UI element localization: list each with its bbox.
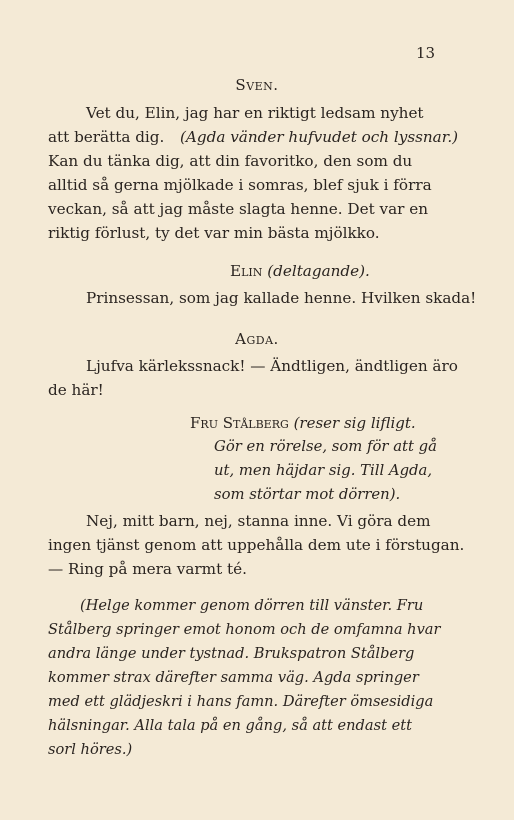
speaker-elin (230, 262, 370, 280)
page-number: 13 (416, 44, 436, 62)
speaker-fru-stalberg (190, 414, 416, 432)
stage-block-line: Stålberg springer emot honom och de omfamna hvar (48, 621, 441, 638)
dialogue-line: Vet du, Elin, jag har en riktigt ledsam nyhet (86, 104, 424, 122)
dialogue-line: Prinsessan, som jag kallade henne. Hvilken skada! (86, 289, 477, 307)
dialogue-line: alltid så gerna mjölkade i somras, blef sjuk i förra (48, 176, 432, 194)
stage-block-line: kommer strax därefter samma väg. Agda springer (48, 669, 419, 686)
stage-block-line: med ett glädjeskri i hans famn. Därefter ömsesidiga (48, 693, 434, 710)
dialogue-line: riktig förlust, ty det var min bästa mjölkko. (48, 224, 380, 242)
stage-direction: Gör en rörelse, som för att gå (214, 438, 437, 455)
stage-block-line: (Helge kommer genom dörren till vänster. Fru (80, 597, 424, 614)
dialogue-line: — Ring på mera varmt té. (48, 560, 247, 578)
speaker-name: Fru Stålberg (190, 414, 289, 432)
stage-block-line: andra länge under tystnad. Brukspatron Stålberg (48, 645, 415, 662)
stage-direction: som störtar mot dörren). (214, 486, 401, 503)
dialogue-line: att berätta dig. (48, 128, 165, 146)
speaker-agda: Agda. (235, 330, 279, 348)
stage-direction: (deltagande). (267, 262, 370, 280)
dialogue-line: ingen tjänst genom att uppehålla dem ute i förstugan. (48, 536, 465, 554)
dialogue-line: Nej, mitt barn, nej, stanna inne. Vi göra dem (86, 512, 431, 530)
speaker-sven: Sven. (235, 76, 279, 94)
dialogue-line: de här! (48, 381, 104, 399)
dialogue-line: Ljufva kärlekssnack! — Ändtligen, ändtligen äro (86, 357, 458, 375)
dialogue-line: Kan du tänka dig, att din favoritko, den som du (48, 152, 413, 170)
speaker-name: Elin (230, 262, 263, 280)
stage-block-line: hälsningar. Alla tala på en gång, så att endast ett (48, 717, 412, 734)
stage-direction: (reser sig lifligt. (293, 414, 416, 432)
stage-block-line: sorl höres.) (48, 741, 133, 758)
dialogue-line: veckan, så att jag måste slagta henne. Det var en (48, 200, 428, 218)
stage-direction: ut, men häjdar sig. Till Agda, (214, 462, 433, 479)
stage-direction: (Agda vänder hufvudet och lyssnar.) (180, 128, 459, 146)
